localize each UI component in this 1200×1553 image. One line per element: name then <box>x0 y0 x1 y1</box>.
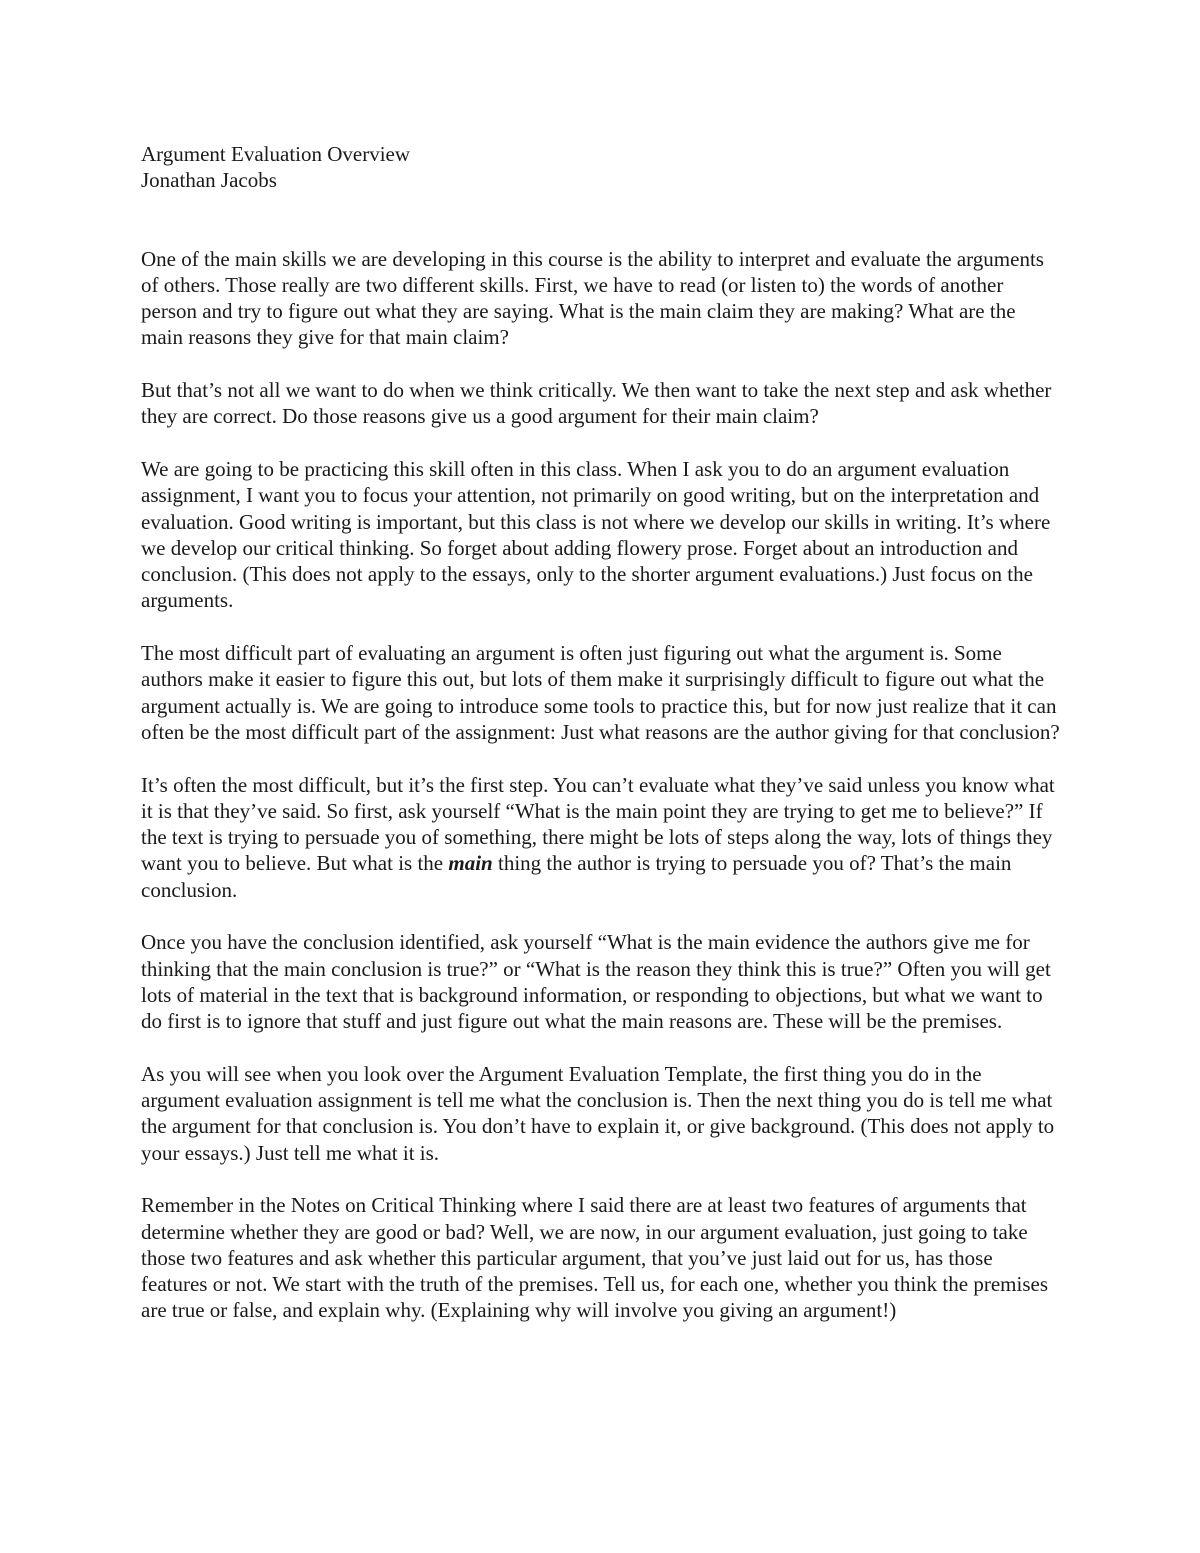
document-title: Argument Evaluation Overview <box>141 142 411 166</box>
document-header <box>141 141 1060 194</box>
paragraph-3: We are going to be practicing this skill often in this class. When I ask you to do an argument evaluation assignment, I want you to focus your attention, not primarily on good writing, but on the interpretation and evaluation. Good writing is important, but this class is not where we develop our skills in writing. It’s where we develop our critical thinking. So forget about adding flowery prose. Forget about an introduction and conclusion. (This does not apply to the essays, only to the shorter argument evaluations.) Just focus on the arguments. <box>141 456 1051 613</box>
document-body <box>141 246 1060 1324</box>
emphasis-main: main <box>448 851 493 876</box>
paragraph-5-part-1: It’s often the most difficult, but it’s the first step. You can’t evaluate what they’ve said unless you know what it is that they’ve said. So first, ask yourself “What is the main point they are trying to get me to believe?” If the text is trying to persuade you of something, there might be lots of steps along the way, lots of things they want you to believe. But what is the <box>141 772 1055 876</box>
paragraph-5-part-2: thing the author is trying to persuade you of? That’s the main conclusion. <box>141 851 1012 902</box>
paragraph-1: One of the main skills we are developing in this course is the ability to interpret and evaluate the arguments of others. Those really are two different skills. First, we have to read (or listen to) the words of another person and try to figure out what they are saying. What is the main claim they are making? What are the main reasons they give for that main claim? <box>141 246 1044 350</box>
document-author: Jonathan Jacobs <box>141 168 277 193</box>
paragraph-6: Once you have the conclusion identified, ask yourself “What is the main evidence the authors give me for thinking that the main conclusion is true?” or “What is the reason they think this is true?” Often you will get lots of material in the text that is background information, or responding to objections, but what we want to do first is to ignore that stuff and just figure out what the main reasons are. These will be the premises. <box>141 930 1051 1034</box>
paragraph-7: As you will see when you look over the Argument Evaluation Template, the first thing you do in the argument evaluation assignment is tell me what the conclusion is. Then the next thing you do is tell me what the argument for that conclusion is. You don’t have to explain it, or give background. (This does not apply to your essays.) Just tell me what it is. <box>141 1061 1055 1165</box>
paragraph-5 <box>141 772 1061 903</box>
paragraph-8: Remember in the Notes on Critical Thinking where I said there are at least two features of arguments that determine whether they are good or bad? Well, we are now, in our argument evaluation, just going to take those two features and ask whether this particular argument, that you’ve just laid out for us, has those features or not. We start with the truth of the premises. Tell us, for each one, whether you think the premises are true or false, and explain why. (Explaining why will involve you giving an argument!) <box>141 1193 1048 1323</box>
paragraph-2: But that’s not all we want to do when we think critically. We then want to take the next step and ask whether they are correct. Do those reasons give us a good argument for their main claim? <box>141 378 1052 429</box>
paragraph-4: The most difficult part of evaluating an argument is often just figuring out what the argument is. Some authors make it easier to figure this out, but lots of them make it surprisingly difficult to figure out what the argument actually is. We are going to introduce some tools to practice this, but for now just realize that it can often be the most difficult part of the assignment: Just what reasons are the author giving for that conclusion? <box>141 641 1060 744</box>
